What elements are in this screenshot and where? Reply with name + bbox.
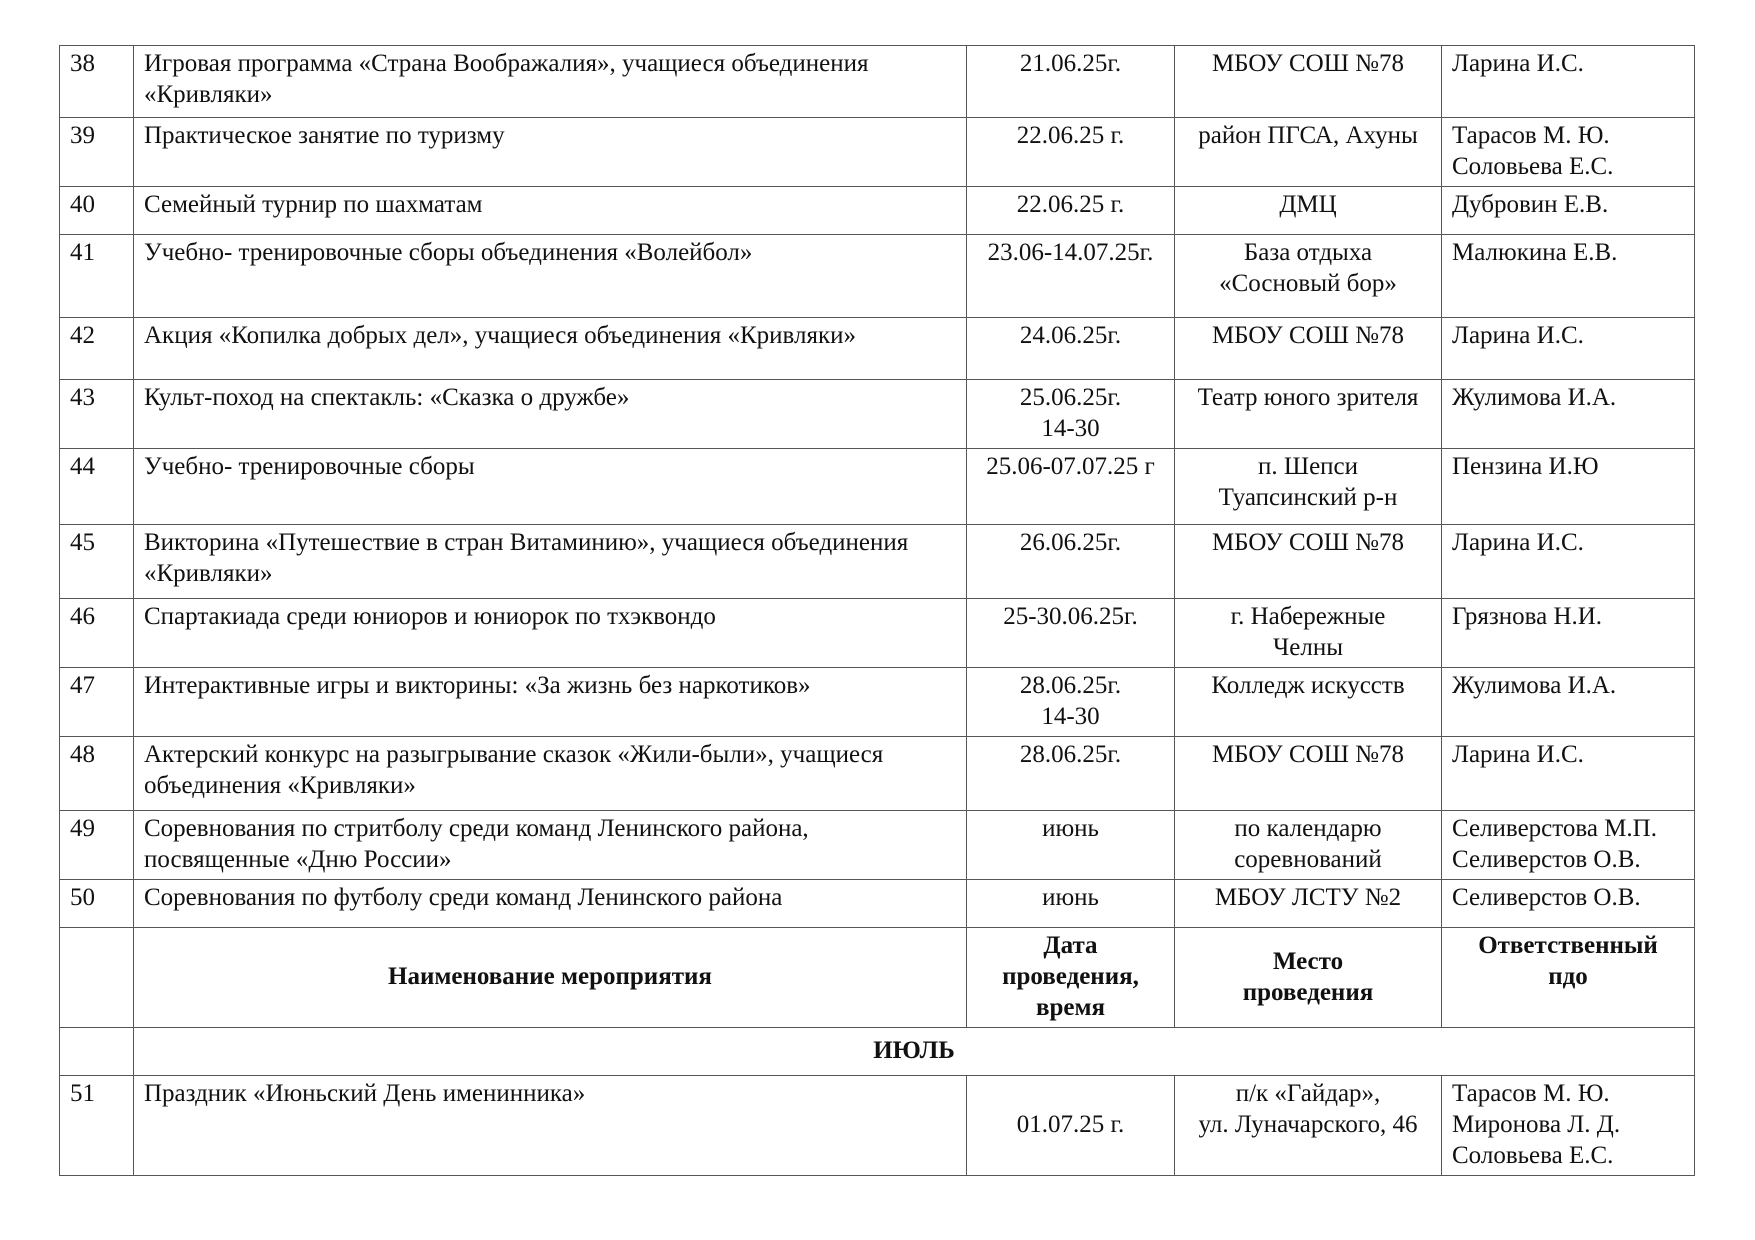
row-number: 40 — [60, 187, 134, 235]
event-responsible: Тарасов М. Ю. Соловьева Е.С. — [1442, 118, 1695, 187]
event-place: МБОУ СОШ №78 — [1175, 318, 1442, 380]
row-number: 47 — [60, 668, 134, 737]
event-place: МБОУ СОШ №78 — [1175, 737, 1442, 811]
event-date: 21.06.25г. — [967, 46, 1175, 118]
event-title: Акция «Копилка добрых дел», учащиеся объединения «Кривляки» — [134, 318, 967, 380]
event-place: п/к «Гайдар», ул. Луначарского, 46 — [1175, 1076, 1442, 1176]
event-title: Учебно- тренировочные сборы объединения «Волейбол» — [134, 235, 967, 318]
event-title: Игровая программа «Страна Воображалия», учащиеся объединения «Кривляки» — [134, 46, 967, 118]
event-responsible: Пензина И.Ю — [1442, 449, 1695, 525]
table-row — [60, 118, 1695, 187]
event-date: июнь — [967, 811, 1175, 880]
table-row — [60, 187, 1695, 235]
event-place: Театр юного зрителя — [1175, 380, 1442, 449]
row-number: 49 — [60, 811, 134, 880]
event-responsible: Ларина И.С. — [1442, 318, 1695, 380]
row-number: 39 — [60, 118, 134, 187]
header-responsible: Ответственный пдо — [1442, 928, 1695, 1028]
row-number: 45 — [60, 525, 134, 599]
table-row — [60, 46, 1695, 118]
event-place: МБОУ ЛСТУ №2 — [1175, 880, 1442, 928]
event-date: 22.06.25 г. — [967, 118, 1175, 187]
event-title: Учебно- тренировочные сборы — [134, 449, 967, 525]
event-place: ДМЦ — [1175, 187, 1442, 235]
event-date: 25.06-07.07.25 г — [967, 449, 1175, 525]
row-number: 41 — [60, 235, 134, 318]
table-row — [60, 811, 1695, 880]
event-date: июнь — [967, 880, 1175, 928]
table-row — [60, 235, 1695, 318]
header-date: Дата проведения, время — [967, 928, 1175, 1028]
event-place: МБОУ СОШ №78 — [1175, 525, 1442, 599]
event-place: г. Набережные Челны — [1175, 599, 1442, 668]
table-row — [60, 449, 1695, 525]
event-responsible: Дубровин Е.В. — [1442, 187, 1695, 235]
event-date: 24.06.25г. — [967, 318, 1175, 380]
row-number: 46 — [60, 599, 134, 668]
header-title: Наименование мероприятия — [134, 928, 967, 1028]
event-responsible: Селиверстов О.В. — [1442, 880, 1695, 928]
event-title: Праздник «Июньский День именинника» — [134, 1076, 967, 1176]
event-place: База отдыха «Сосновый бор» — [1175, 235, 1442, 318]
event-title: Актерский конкурс на разыгрывание сказок «Жили-были», учащиеся объединения «Кривляки» — [134, 737, 967, 811]
event-date: 26.06.25г. — [967, 525, 1175, 599]
event-place: район ПГСА, Ахуны — [1175, 118, 1442, 187]
event-responsible: Ларина И.С. — [1442, 525, 1695, 599]
table-row — [60, 1076, 1695, 1176]
event-date: 01.07.25 г. — [967, 1076, 1175, 1176]
row-number: 42 — [60, 318, 134, 380]
section-number-cell — [60, 1028, 134, 1076]
header-place: Место проведения — [1175, 928, 1442, 1028]
event-place: по календарю соревнований — [1175, 811, 1442, 880]
table-header-row — [60, 928, 1695, 1028]
event-date: 28.06.25г. 14-30 — [967, 668, 1175, 737]
row-number: 38 — [60, 46, 134, 118]
event-title: Интерактивные игры и викторины: «За жизнь без наркотиков» — [134, 668, 967, 737]
row-number: 50 — [60, 880, 134, 928]
table-row — [60, 318, 1695, 380]
event-responsible: Жулимова И.А. — [1442, 380, 1695, 449]
event-responsible: Ларина И.С. — [1442, 46, 1695, 118]
table-row — [60, 668, 1695, 737]
table-row — [60, 599, 1695, 668]
event-date: 22.06.25 г. — [967, 187, 1175, 235]
event-date: 23.06-14.07.25г. — [967, 235, 1175, 318]
event-date: 25-30.06.25г. — [967, 599, 1175, 668]
event-title: Культ-поход на спектакль: «Сказка о дружбе» — [134, 380, 967, 449]
row-number: 51 — [60, 1076, 134, 1176]
month-section-row — [60, 1028, 1695, 1076]
table-row — [60, 380, 1695, 449]
table-row — [60, 880, 1695, 928]
events-table-body — [60, 46, 1695, 1176]
event-title: Практическое занятие по туризму — [134, 118, 967, 187]
row-number: 48 — [60, 737, 134, 811]
event-date: 28.06.25г. — [967, 737, 1175, 811]
table-row — [60, 737, 1695, 811]
row-number: 44 — [60, 449, 134, 525]
event-date: 25.06.25г. 14-30 — [967, 380, 1175, 449]
event-responsible: Ларина И.С. — [1442, 737, 1695, 811]
event-title: Семейный турнир по шахматам — [134, 187, 967, 235]
event-responsible: Селиверстова М.П. Селиверстов О.В. — [1442, 811, 1695, 880]
event-title: Соревнования по стритболу среди команд Ленинского района, посвященные «Дню России» — [134, 811, 967, 880]
event-responsible: Малюкина Е.В. — [1442, 235, 1695, 318]
event-place: МБОУ СОШ №78 — [1175, 46, 1442, 118]
header-number-cell — [60, 928, 134, 1028]
event-place: п. Шепси Туапсинский р-н — [1175, 449, 1442, 525]
event-responsible: Тарасов М. Ю. Миронова Л. Д. Соловьева Е.С. — [1442, 1076, 1695, 1176]
event-responsible: Жулимова И.А. — [1442, 668, 1695, 737]
event-title: Соревнования по футболу среди команд Ленинского района — [134, 880, 967, 928]
event-title: Спартакиада среди юниоров и юниорок по тхэквондо — [134, 599, 967, 668]
event-place: Колледж искусств — [1175, 668, 1442, 737]
events-table — [59, 45, 1695, 1176]
row-number: 43 — [60, 380, 134, 449]
month-title: ИЮЛЬ — [134, 1028, 1695, 1076]
table-row — [60, 525, 1695, 599]
event-responsible: Грязнова Н.И. — [1442, 599, 1695, 668]
event-title: Викторина «Путешествие в стран Витаминию», учащиеся объединения «Кривляки» — [134, 525, 967, 599]
